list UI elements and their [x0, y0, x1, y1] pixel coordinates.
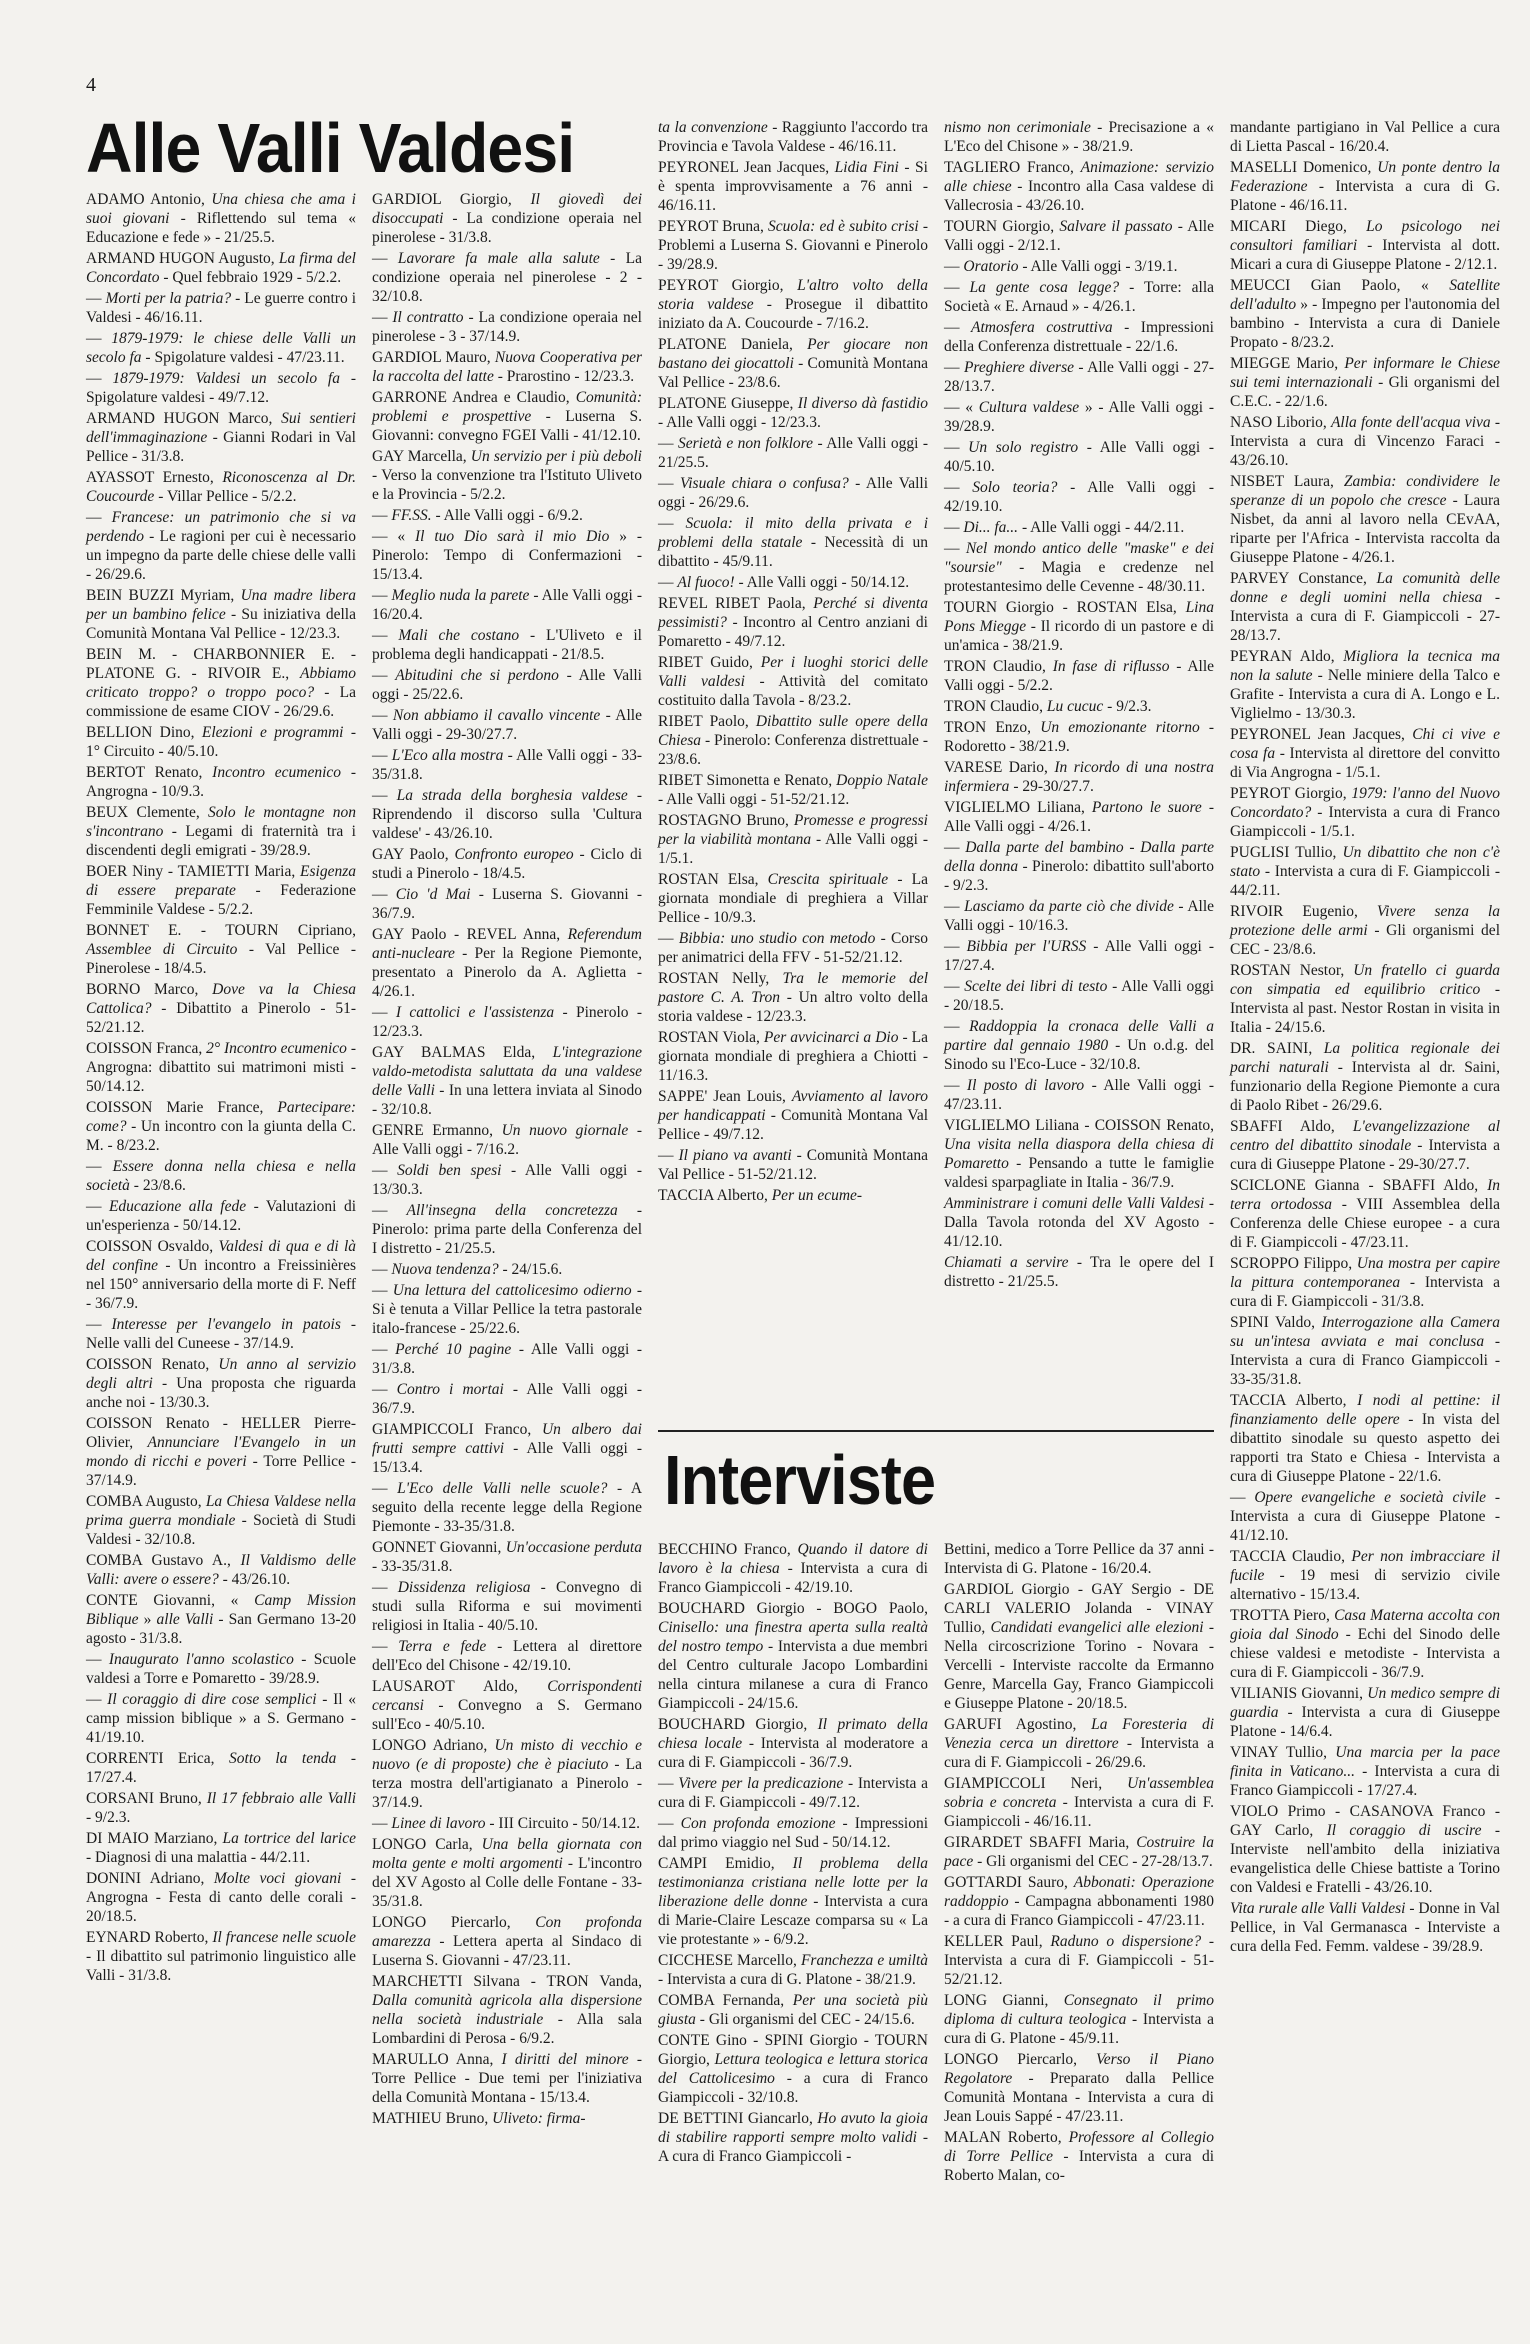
index-entry: PARVEY Constance, La comunità delle donne e degli uomini nella chiesa - Intervista a cura di F. Giampiccoli - 27-28/13.7. [1230, 570, 1500, 644]
index-entry: BERTOT Renato, Incontro ecumenico - Angrogna - 10/9.3. [86, 764, 356, 800]
index-entry: — Di... fa... - Alle Valli oggi - 44/2.11. [944, 519, 1185, 536]
column-5 [1230, 118, 1500, 1958]
index-entry: ta la convenzione - Raggiunto l'accordo tra Provincia e Tavola Valdese - 46/16.11. [658, 119, 928, 155]
index-entry: MALAN Roberto, Professore al Collegio di Torre Pellice - Intervista a cura di Roberto Malan, co- [944, 2129, 1214, 2184]
section-title-interviste: Interviste [664, 1441, 936, 1519]
index-entry: SCICLONE Gianna - SBAFFI Aldo, In terra ortodossa - VIII Assemblea della Conferenza delle Chiese europee - a cura di F. Giampiccoli - 47/23.11. [1230, 1177, 1500, 1251]
index-entry: TOURN Giorgio, Salvare il passato - Alle Valli oggi - 2/12.1. [944, 218, 1214, 254]
index-entry: CAMPI Emidio, Il problema della testimonianza cristiana nelle lotte per la liberazione delle donne - Intervista a cura di Marie-Claire Lescaze comparsa su « La vie protestante » - 6/9.2. [658, 1855, 929, 1948]
index-entry: GAY Paolo, Confronto europeo - Ciclo di studi a Pinerolo - 18/4.5. [372, 846, 642, 882]
index-entry: SCROPPO Filippo, Una mostra per capire la pittura contemporanea - Intervista a cura di F. Giampiccoli - 31/3.8. [1230, 1255, 1501, 1310]
index-entry: COISSON Renato, Un anno al servizio degli altri - Una proposta che riguarda anche noi - 13/30.3. [86, 1356, 356, 1411]
column-4 [944, 118, 1214, 1293]
index-entry: RIBET Guido, Per i luoghi storici delle Valli valdesi - Attività del comitato costituito dalla Tavola - 8/23.2. [658, 654, 928, 709]
index-entry: ROSTAN Nelly, Tra le memorie del pastore C. A. Tron - Un altro volto della storia valdese - 12/23.3. [658, 970, 928, 1025]
index-entry: — Opere evangeliche e società civile - Intervista a cura di Giuseppe Platone - 41/12.10. [1230, 1489, 1501, 1544]
index-entry: nismo non cerimoniale - Precisazione a « L'Eco del Chisone » - 38/21.9. [944, 119, 1214, 155]
index-entry: — Il coraggio di dire cose semplici - Il « camp mission biblique » a S. Germano - 41/19.10. [86, 1691, 356, 1746]
index-entry: GARUFI Agostino, La Foresteria di Venezia cerca un direttore - Intervista a cura di F. Giampiccoli - 26/29.6. [944, 1716, 1214, 1771]
index-entry: PEYROT Giorgio, 1979: l'anno del Nuovo Concordato? - Intervista a cura di Franco Giampiccoli - 1/5.1. [1230, 785, 1500, 840]
index-entry: — Scelte dei libri di testo - Alle Valli oggi - 20/18.5. [944, 978, 1214, 1014]
index-entry: — Francese: un patrimonio che si va perdendo - Le ragioni per cui è necessario un impegno da parte delle chiese delle valli - 26/29.6. [86, 509, 356, 583]
page-number: 4 [86, 74, 96, 96]
index-entry: SBAFFI Aldo, L'evangelizzazione al centro del dibattito sinodale - Intervista a cura di Giuseppe Platone - 29-30/27.7. [1230, 1118, 1500, 1173]
index-entry: MEUCCI Gian Paolo, « Satellite dell'adulto » - Impegno per l'autonomia del bambino - Intervista a cura di Daniele Propato - 8/23.2. [1230, 277, 1500, 351]
index-entry: — Dissidenza religiosa - Convegno di studi sulla Riforma e sui movimenti religiosi in Italia - 40/5.10. [372, 1579, 643, 1634]
index-entry: TRON Claudio, Lu cucuc - 9/2.3. [944, 698, 1152, 715]
section-title-valli: Alle Valli Valdesi [86, 109, 575, 187]
index-entry: ARMAND HUGON Augusto, La firma del Concordato - Quel febbraio 1929 - 5/2.2. [86, 250, 356, 286]
index-entry: VILIANIS Giovanni, Un medico sempre di guardia - Intervista a cura di Giuseppe Platone - 14/6.4. [1230, 1685, 1500, 1740]
index-entry: ARMAND HUGON Marco, Sui sentieri dell'immaginazione - Gianni Rodari in Val Pellice - 31/3.8. [86, 410, 356, 465]
column-4-interviste [944, 1540, 1214, 2187]
index-entry: MARULLO Anna, I diritti del minore - Torre Pellice - Due temi per l'iniziativa della Comunità Montana - 15/13.4. [372, 2051, 642, 2106]
index-entry: LONGO Carla, Una bella giornata con molta gente e molti argomenti - L'incontro del XV Agosto al Colle delle Fontane - 33-35/31.8. [372, 1836, 643, 1910]
index-entry: RIBET Paolo, Dibattito sulle opere della Chiesa - Pinerolo: Conferenza distrettuale - 23/8.6. [658, 713, 928, 768]
index-entry: BELLION Dino, Elezioni e programmi - 1° Circuito - 40/5.10. [86, 724, 356, 760]
index-entry: CONTE Gino - SPINI Giorgio - TOURN Giorgio, Lettura teologica e lettura storica del Cattolicesimo - a cura di Franco Giampiccoli - 32/10.8. [658, 2032, 928, 2106]
index-entry: MIEGGE Mario, Per informare le Chiese sui temi internazionali - Gli organismi del C.E.C. - 22/1.6. [1230, 355, 1500, 410]
index-entry: GARRONE Andrea e Claudio, Comunità: problemi e prospettive - Luserna S. Giovanni: convegno FGEI Valli - 41/12.10. [372, 389, 642, 444]
index-entry: — I cattolici e l'assistenza - Pinerolo - 12/23.3. [372, 1004, 643, 1040]
index-entry: — 1879-1979: Valdesi un secolo fa - Spigolature valdesi - 49/7.12. [86, 370, 356, 406]
index-entry: — All'insegna della concretezza - Pinerolo: prima parte della Conferenza del I distretto - 21/25.5. [372, 1202, 642, 1257]
index-entry: ROSTAN Elsa, Crescita spirituale - La giornata mondiale di preghiera a Villar Pellice - 10/9.3. [658, 871, 928, 926]
index-entry: LONGO Piercarlo, Con profonda amarezza - Lettera aperta al Sindaco di Luserna S. Giovanni - 47/23.11. [372, 1914, 642, 1969]
index-entry: TAGLIERO Franco, Animazione: servizio alle chiese - Incontro alla Casa valdese di Vallecrosia - 43/26.10. [944, 159, 1214, 214]
index-entry: TOURN Giorgio - ROSTAN Elsa, Lina Pons Miegge - Il ricordo di un pastore e di un'amica - 38/21.9. [944, 599, 1215, 654]
index-entry: Vita rurale alle Valli Valdesi - Donne in Val Pellice, in Val Germanasca - Interviste a cura della Fed. Femm. valdese - 39/28.9. [1230, 1900, 1500, 1955]
index-entry: TRON Enzo, Un emozionante ritorno - Rodoretto - 38/21.9. [944, 719, 1215, 755]
index-entry: BONNET E. - TOURN Cipriano, Assemblee di Circuito - Val Pellice - Pinerolese - 18/4.5. [86, 922, 356, 977]
index-entry: MARCHETTI Silvana - TRON Vanda, Dalla comunità agricola alla dispersione nella società industriale - Alla sala Lombardini di Perosa - 6/9.2. [372, 1973, 642, 2047]
index-entry: — Soldi ben spesi - Alle Valli oggi - 13/30.3. [372, 1162, 643, 1198]
index-entry: — Non abbiamo il cavallo vincente - Alle Valli oggi - 29-30/27.7. [372, 707, 642, 743]
index-entry: GARDIOL Giorgio - GAY Sergio - DE CARLI VALERIO Jolanda - VINAY Tullio, Candidati evangelici alle elezioni - Nella circoscrizione Torino - Novara - Vercelli - Interviste raccolte da Ermanno Genre, Marcella Gay, Franco Giampiccoli e Giuseppe Platone - 20/18.5. [944, 1581, 1214, 1712]
index-entry: NASO Liborio, Alla fonte dell'acqua viva - Intervista a cura di Vincenzo Faraci - 43/26.10. [1230, 414, 1500, 469]
index-entry: — Nuova tendenza? - 24/15.6. [372, 1261, 563, 1278]
index-entry: — Il contratto - La condizione operaia nel pinerolese - 3 - 37/14.9. [372, 309, 642, 345]
index-entry: — Una lettura del cattolicesimo odierno - Si è tenuta a Villar Pellice la tetra pastorale italo-francese - 25/22.6. [372, 1282, 642, 1337]
index-entry: — La strada della borghesia valdese - Riprendendo il discorso sulla 'Cultura valdese' - 43/26.10. [372, 787, 643, 842]
index-entry: — Atmosfera costruttiva - Impressioni della Conferenza distrettuale - 22/1.6. [944, 319, 1214, 355]
index-entry: — Inaugurato l'anno scolastico - Scuole valdesi a Torre e Pomaretto - 39/28.9. [86, 1651, 356, 1687]
index-entry: LAUSAROT Aldo, Corrispondenti cercansi - Convegno a S. Germano sull'Eco - 40/5.10. [372, 1678, 642, 1733]
index-entry: BEIN M. - CHARBONNIER E. - PLATONE G. - RIVOIR E., Abbiamo criticato troppo? o troppo poco? - La commissione de esame CIOV - 26/29.6. [86, 646, 356, 720]
index-entry: TACCIA Alberto, I nodi al pettine: il finanziamento delle opere - In vista del dibattito sinodale su questo aspetto dei rapporti tra Stato e Chiesa - Intervista a cura di Giuseppe Platone - 22/1.6. [1230, 1392, 1501, 1485]
index-entry: Bettini, medico a Torre Pellice da 37 anni - Intervista di G. Platone - 16/20.4. [944, 1541, 1214, 1577]
index-entry: LONGO Piercarlo, Verso il Piano Regolatore - Preparato dalla Pellice Comunità Montana - Intervista a cura di Jean Louis Sappé - 47/23.11. [944, 2051, 1214, 2125]
index-entry: GARDIOL Giorgio, Il giovedì dei disoccupati - La condizione operaia nel pinerolese - 31/3.8. [372, 191, 643, 246]
index-entry: KELLER Paul, Raduno o dispersione? - Intervista a cura di F. Giampiccoli - 51-52/21.12. [944, 1933, 1214, 1988]
index-entry: MICARI Diego, Lo psicologo nei consultori familiari - Intervista al dott. Micari a cura di Giuseppe Platone - 2/12.1. [1230, 218, 1500, 273]
index-entry: Amministrare i comuni delle Valli Valdesi - Dalla Tavola rotonda del XV Agosto - 41/12.10. [944, 1195, 1214, 1250]
index-entry: DONINI Adriano, Molte voci giovani - Angrogna - Festa di canto delle corali - 20/18.5. [86, 1870, 356, 1925]
index-entry: COMBA Augusto, La Chiesa Valdese nella prima guerra mondiale - Società di Studi Valdesi - 32/10.8. [86, 1493, 356, 1548]
index-entry: mandante partigiano in Val Pellice a cura di Lietta Pascal - 16/20.4. [1230, 119, 1500, 155]
index-entry: BOUCHARD Giorgio - BOGO Paolo, Cinisello: una finestra aperta sulla realtà del nostro tempo - Intervista a due membri del Centro culturale Jacopo Lombardini nella cintura milanese a cura di Franco Giampiccoli - 24/15.6. [658, 1600, 928, 1712]
index-entry: VIGLIELMO Liliana - COISSON Renato, Una visita nella diaspora della chiesa di Pomaretto - Pensando a tutte le famiglie valdesi sparpagliate in Italia - 36/7.9. [944, 1117, 1214, 1191]
index-entry: RIBET Simonetta e Renato, Doppio Natale - Alle Valli oggi - 51-52/21.12. [658, 772, 928, 808]
index-entry: GIAMPICCOLI Franco, Un albero dai frutti sempre cattivi - Alle Valli oggi - 15/13.4. [372, 1421, 642, 1476]
index-entry: LONGO Adriano, Un misto di vecchio e nuovo (e di proposte) che è piaciuto - La terza mostra dell'artigianato a Pinerolo - 37/14.9. [372, 1737, 642, 1811]
index-entry: — Mali che costano - L'Uliveto e il problema degli handicappati - 21/8.5. [372, 627, 642, 663]
index-entry: CORSANI Bruno, Il 17 febbraio alle Valli - 9/2.3. [86, 1790, 357, 1826]
index-entry: NISBET Laura, Zambia: condividere le speranze di un popolo che cresce - Laura Nisbet, da anni al lavoro nella CEvAA, riparte per l'Africa - Intervista raccolta da Giuseppe Platone - 4/26.1. [1230, 473, 1501, 566]
index-entry: TRON Claudio, In fase di riflusso - Alle Valli oggi - 5/2.2. [944, 658, 1215, 694]
index-entry: COISSON Marie France, Partecipare: come? - Un incontro con la giunta della C. M. - 8/23.2. [86, 1099, 356, 1154]
index-entry: PUGLISI Tullio, Un dibattito che non c'è stato - Intervista a cura di F. Giampiccoli - 44/2.11. [1230, 844, 1500, 899]
index-entry: — Con profonda emozione - Impressioni dal primo viaggio nel Sud - 50/14.12. [658, 1815, 928, 1851]
index-entry: BEUX Clemente, Solo le montagne non s'incontrano - Legami di fraternità tra i discendenti degli emigrati - 39/28.9. [86, 804, 356, 859]
index-entry: — Lavorare fa male alla salute - La condizione operaia nel pinerolese - 2 - 32/10.8. [372, 250, 642, 305]
index-entry: PEYRONEL Jean Jacques, Lidia Fini - Si è spenta improvvisamente a 76 anni - 46/16.11. [658, 159, 928, 214]
index-entry: SPINI Valdo, Interrogazione alla Camera su un'intesa avviata e mai conclusa - Intervista a cura di Franco Giampiccoli - 33-35/31.8. [1230, 1314, 1500, 1388]
index-entry: — Bibbia per l'URSS - Alle Valli oggi - 17/27.4. [944, 938, 1214, 974]
index-entry: ROSTAN Nestor, Un fratello ci guarda con simpatia ed equilibrio critico - Intervista al past. Nestor Rostan in visita in Italia - 24/15.6. [1230, 962, 1500, 1036]
index-entry: GAY Paolo - REVEL Anna, Referendum anti-nucleare - Per la Regione Piemonte, presentato a Pinerolo da A. Aglietta - 4/26.1. [372, 926, 642, 1000]
index-entry: — Al fuoco! - Alle Valli oggi - 50/14.12. [658, 574, 910, 591]
index-entry: BECCHINO Franco, Quando il datore di lavoro è la chiesa - Intervista a cura di Franco Giampiccoli - 42/19.10. [658, 1541, 928, 1596]
index-entry: CORRENTI Erica, Sotto la tenda - 17/27.4. [86, 1750, 356, 1786]
index-entry: — Interesse per l'evangelo in patois - Nelle valli del Cuneese - 37/14.9. [86, 1316, 356, 1352]
index-entry: CICCHESE Marcello, Franchezza e umiltà - Intervista a cura di G. Platone - 38/21.9. [658, 1952, 928, 1988]
index-entry: — Nel mondo antico delle "maske" e dei "soursie" - Magia e credenze nel protestantesimo delle Cevenne - 48/30.11. [944, 540, 1215, 595]
index-entry: — Raddoppia la cronaca delle Valli a partire dal gennaio 1980 - Un o.d.g. del Sinodo su l'Eco-Luce - 32/10.8. [944, 1018, 1214, 1073]
index-entry: — Educazione alla fede - Valutazioni di un'esperienza - 50/14.12. [86, 1198, 356, 1234]
index-entry: TACCIA Claudio, Per non imbracciare il fucile - 19 mesi di servizio civile alternativo - 15/13.4. [1230, 1548, 1500, 1603]
index-entry: — Solo teoria? - Alle Valli oggi - 42/19.10. [944, 479, 1214, 515]
index-entry: — Visuale chiara o confusa? - Alle Valli oggi - 26/29.6. [658, 475, 929, 511]
index-entry: PEYRONEL Jean Jacques, Chi ci vive e cosa fa - Intervista al direttore del convitto di Via Angrogna - 1/5.1. [1230, 726, 1501, 781]
index-entry: — Cio 'd Mai - Luserna S. Giovanni - 36/7.9. [372, 886, 642, 922]
index-entry: COMBA Fernanda, Per una società più giusta - Gli organismi del CEC - 24/15.6. [658, 1992, 928, 2028]
index-entry: — Vivere per la predicazione - Intervista a cura di F. Giampiccoli - 49/7.12. [658, 1775, 929, 1811]
index-entry: — « Il tuo Dio sarà il mio Dio » - Pinerolo: Tempo di Confermazioni - 15/13.4. [372, 528, 643, 583]
index-entry: — Oratorio - Alle Valli oggi - 3/19.1. [944, 258, 1178, 275]
index-entry: COISSON Franca, 2° Incontro ecumenico - Angrogna: dibattito sui matrimoni misti - 50/14.12. [86, 1040, 356, 1095]
index-entry: VIGLIELMO Liliana, Partono le suore - Alle Valli oggi - 4/26.1. [944, 799, 1214, 835]
index-entry: — Terra e fede - Lettera al direttore dell'Eco del Chisone - 42/19.10. [372, 1638, 643, 1674]
section-divider [658, 1430, 1214, 1432]
index-entry: — FF.SS. - Alle Valli oggi - 6/9.2. [372, 507, 583, 524]
index-entry: — Perché 10 pagine - Alle Valli oggi - 31/3.8. [372, 1341, 643, 1377]
index-entry: GOTTARDI Sauro, Abbonati: Operazione raddoppio - Campagna abbonamenti 1980 - a cura di Franco Giampiccoli - 47/23.11. [944, 1874, 1214, 1929]
index-entry: DE BETTINI Giancarlo, Ho avuto la gioia di stabilire rapporti sempre molto validi - A cura di Franco Giampiccoli - [658, 2110, 928, 2165]
index-entry: GIAMPICCOLI Neri, Un'assemblea sobria e concreta - Intervista a cura di F. Giampiccoli - 46/16.11. [944, 1775, 1215, 1830]
index-entry: COMBA Gustavo A., Il Valdismo delle Valli: avere o essere? - 43/26.10. [86, 1552, 356, 1588]
index-entry: VIOLO Primo - CASANOVA Franco - GAY Carlo, Il coraggio di uscire - Interviste nell'ambito della iniziativa evangelistica delle Chiese battiste a Torino con Valdesi e Fratelli - 43/26.10. [1230, 1803, 1500, 1896]
index-entry: — Un solo registro - Alle Valli oggi - 40/5.10. [944, 439, 1214, 475]
index-entry: — Abitudini che si perdono - Alle Valli oggi - 25/22.6. [372, 667, 642, 703]
index-entry: COISSON Renato - HELLER Pierre-Olivier, Annunciare l'Evangelo in un mondo di ricchi e poveri - Torre Pellice - 37/14.9. [86, 1415, 356, 1489]
index-entry: — Lasciamo da parte ciò che divide - Alle Valli oggi - 10/16.3. [944, 898, 1215, 934]
index-entry: — Il posto di lavoro - Alle Valli oggi - 47/23.11. [944, 1077, 1214, 1113]
index-entry: TROTTA Piero, Casa Materna accolta con gioia dal Sinodo - Echi del Sinodo delle chiese valdesi e metodiste - Intervista a cura di F. Giampiccoli - 36/7.9. [1230, 1607, 1500, 1681]
index-entry: — Contro i mortai - Alle Valli oggi - 36/7.9. [372, 1381, 643, 1417]
index-entry: — Meglio nuda la parete - Alle Valli oggi - 16/20.4. [372, 587, 642, 623]
index-entry: BORNO Marco, Dove va la Chiesa Cattolica? - Dibattito a Pinerolo - 51-52/21.12. [86, 981, 356, 1036]
index-entry: — Essere donna nella chiesa e nella società - 23/8.6. [86, 1158, 356, 1194]
index-entry: RIVOIR Eugenio, Vivere senza la protezione delle armi - Gli organismi del CEC - 23/8.6. [1230, 903, 1500, 958]
index-entry: — Scuola: il mito della privata e i problemi della statale - Necessità di un dibattito - 45/9.11. [658, 515, 929, 570]
index-entry: COISSON Osvaldo, Valdesi di qua e di là del confine - Un incontro a Freissinières nel 150° anniversario della morte di F. Neff - 36/7.9. [86, 1238, 356, 1312]
index-entry: — 1879-1979: le chiese delle Valli un secolo fa - Spigolature valdesi - 47/23.11. [86, 330, 356, 366]
column-3 [658, 118, 928, 1207]
index-entry: PLATONE Giuseppe, Il diverso dà fastidio - Alle Valli oggi - 12/23.3. [658, 395, 929, 431]
index-entry: CONTE Giovanni, « Camp Mission Biblique » alle Valli - San Germano 13-20 agosto - 31/3.8. [86, 1592, 356, 1647]
index-entry: — Bibbia: uno studio con metodo - Corso per animatrici della FFV - 51-52/21.12. [658, 930, 928, 966]
index-entry: REVEL RIBET Paola, Perché si diventa pessimisti? - Incontro al Centro anziani di Pomaretto - 49/7.12. [658, 595, 928, 650]
index-entry: BEIN BUZZI Myriam, Una madre libera per un bambino felice - Su iniziativa della Comunità Montana Val Pellice - 12/23.3. [86, 587, 356, 642]
index-entry: BOER Niny - TAMIETTI Maria, Esigenza di essere preparate - Federazione Femminile Valdese - 5/2.2. [86, 863, 356, 918]
index-entry: GIRARDET SBAFFI Maria, Costruire la pace - Gli organismi del CEC - 27-28/13.7. [944, 1834, 1214, 1870]
index-entry: Chiamati a servire - Tra le opere del I distretto - 21/25.5. [944, 1254, 1214, 1290]
index-entry: — Preghiere diverse - Alle Valli oggi - 27-28/13.7. [944, 359, 1214, 395]
index-entry: — Dalla parte del bambino - Dalla parte della donna - Pinerolo: dibattito sull'aborto - 9/2.3. [944, 839, 1214, 894]
index-entry: ADAMO Antonio, Una chiesa che ama i suoi giovani - Riflettendo sul tema « Educazione e fede » - 21/25.5. [86, 191, 356, 246]
column-3-interviste [658, 1540, 928, 2168]
index-entry: GARDIOL Mauro, Nuova Cooperativa per la raccolta del latte - Prarostino - 12/23.3. [372, 349, 642, 385]
index-entry: SAPPE' Jean Louis, Avviamento al lavoro per handicappati - Comunità Montana Val Pellice - 49/7.12. [658, 1088, 929, 1143]
index-entry: — « Cultura valdese » - Alle Valli oggi - 39/28.9. [944, 399, 1215, 435]
index-entry: ROSTAGNO Bruno, Promesse e progressi per la viabilità montana - Alle Valli oggi - 1/5.1. [658, 812, 928, 867]
index-entry: PEYROT Bruna, Scuola: ed è subito crisi - Problemi a Luserna S. Giovanni e Pinerolo - 39/28.9. [658, 218, 929, 273]
index-entry: EYNARD Roberto, Il francese nelle scuole - Il dibattito sul patrimonio linguistico alle Valli - 31/3.8. [86, 1929, 356, 1984]
index-entry: VARESE Dario, In ricordo di una nostra infermiera - 29-30/27.7. [944, 759, 1215, 795]
column-1 [86, 190, 356, 1987]
index-entry: — L'Eco delle Valli nelle scuole? - A seguito della recente legge della Regione Piemonte - 33-35/31.8. [372, 1480, 643, 1535]
index-entry: TACCIA Alberto, Per un ecume- [658, 1187, 863, 1204]
index-entry: BOUCHARD Giorgio, Il primato della chiesa locale - Intervista al moderatore a cura di F. Giampiccoli - 36/7.9. [658, 1716, 928, 1771]
index-entry: — Serietà e non folklore - Alle Valli oggi - 21/25.5. [658, 435, 929, 471]
index-entry: AYASSOT Ernesto, Riconoscenza al Dr. Coucourde - Villar Pellice - 5/2.2. [86, 469, 356, 505]
index-entry: — L'Eco alla mostra - Alle Valli oggi - 33-35/31.8. [372, 747, 642, 783]
index-entry: GAY Marcella, Un servizio per i più deboli - Verso la convenzione tra l'Istituto Uliveto e la Provincia - 5/2.2. [372, 448, 642, 503]
column-2 [372, 190, 642, 2130]
index-entry: — Linee di lavoro - III Circuito - 50/14.12. [372, 1815, 641, 1832]
index-entry: — Il piano va avanti - Comunità Montana Val Pellice - 51-52/21.12. [658, 1147, 928, 1183]
index-entry: GONNET Giovanni, Un'occasione perduta - 33-35/31.8. [372, 1539, 642, 1575]
index-entry: VINAY Tullio, Una marcia per la pace finita in Vaticano... - Intervista a cura di Franco Giampiccoli - 17/27.4. [1230, 1744, 1500, 1799]
index-entry: GAY BALMAS Elda, L'integrazione valdo-metodista saluttata da una valdese delle Valli - In una lettera inviata al Sinodo - 32/10.8. [372, 1044, 642, 1118]
index-entry: DI MAIO Marziano, La tortrice del larice - Diagnosi di una malattia - 44/2.11. [86, 1830, 356, 1866]
index-entry: LONG Gianni, Consegnato il primo diploma di cultura teologica - Intervista a cura di G. Platone - 45/9.11. [944, 1992, 1214, 2047]
index-entry: MASELLI Domenico, Un ponte dentro la Federazione - Intervista a cura di G. Platone - 46/16.11. [1230, 159, 1500, 214]
index-entry: PEYRAN Aldo, Migliora la tecnica ma non la salute - Nelle miniere della Talco e Grafite - Intervista a cura di A. Longo e L. Viglielmo - 13/30.3. [1230, 648, 1500, 722]
index-entry: ROSTAN Viola, Per avvicinarci a Dio - La giornata mondiale di preghiera a Chiotti - 11/16.3. [658, 1029, 928, 1084]
index-entry: — Morti per la patria? - Le guerre contro i Valdesi - 46/16.11. [86, 290, 357, 326]
index-entry: DR. SAINI, La politica regionale dei parchi naturali - Intervista al dr. Saini, funzionario della Regione Piemonte a cura di Paolo Ribet - 26/29.6. [1230, 1040, 1500, 1114]
index-entry: — La gente cosa legge? - Torre: alla Società « E. Arnaud » - 4/26.1. [944, 279, 1215, 315]
index-entry: PEYROT Giorgio, L'altro volto della storia valdese - Prosegue il dibattito iniziato da A. Coucourde - 7/16.2. [658, 277, 928, 332]
index-entry: PLATONE Daniela, Per giocare non bastano dei giocattoli - Comunità Montana Val Pellice - 23/8.6. [658, 336, 928, 391]
index-entry: MATHIEU Bruno, Uliveto: firma- [372, 2110, 586, 2127]
index-entry: GENRE Ermanno, Un nuovo giornale - Alle Valli oggi - 7/16.2. [372, 1122, 642, 1158]
